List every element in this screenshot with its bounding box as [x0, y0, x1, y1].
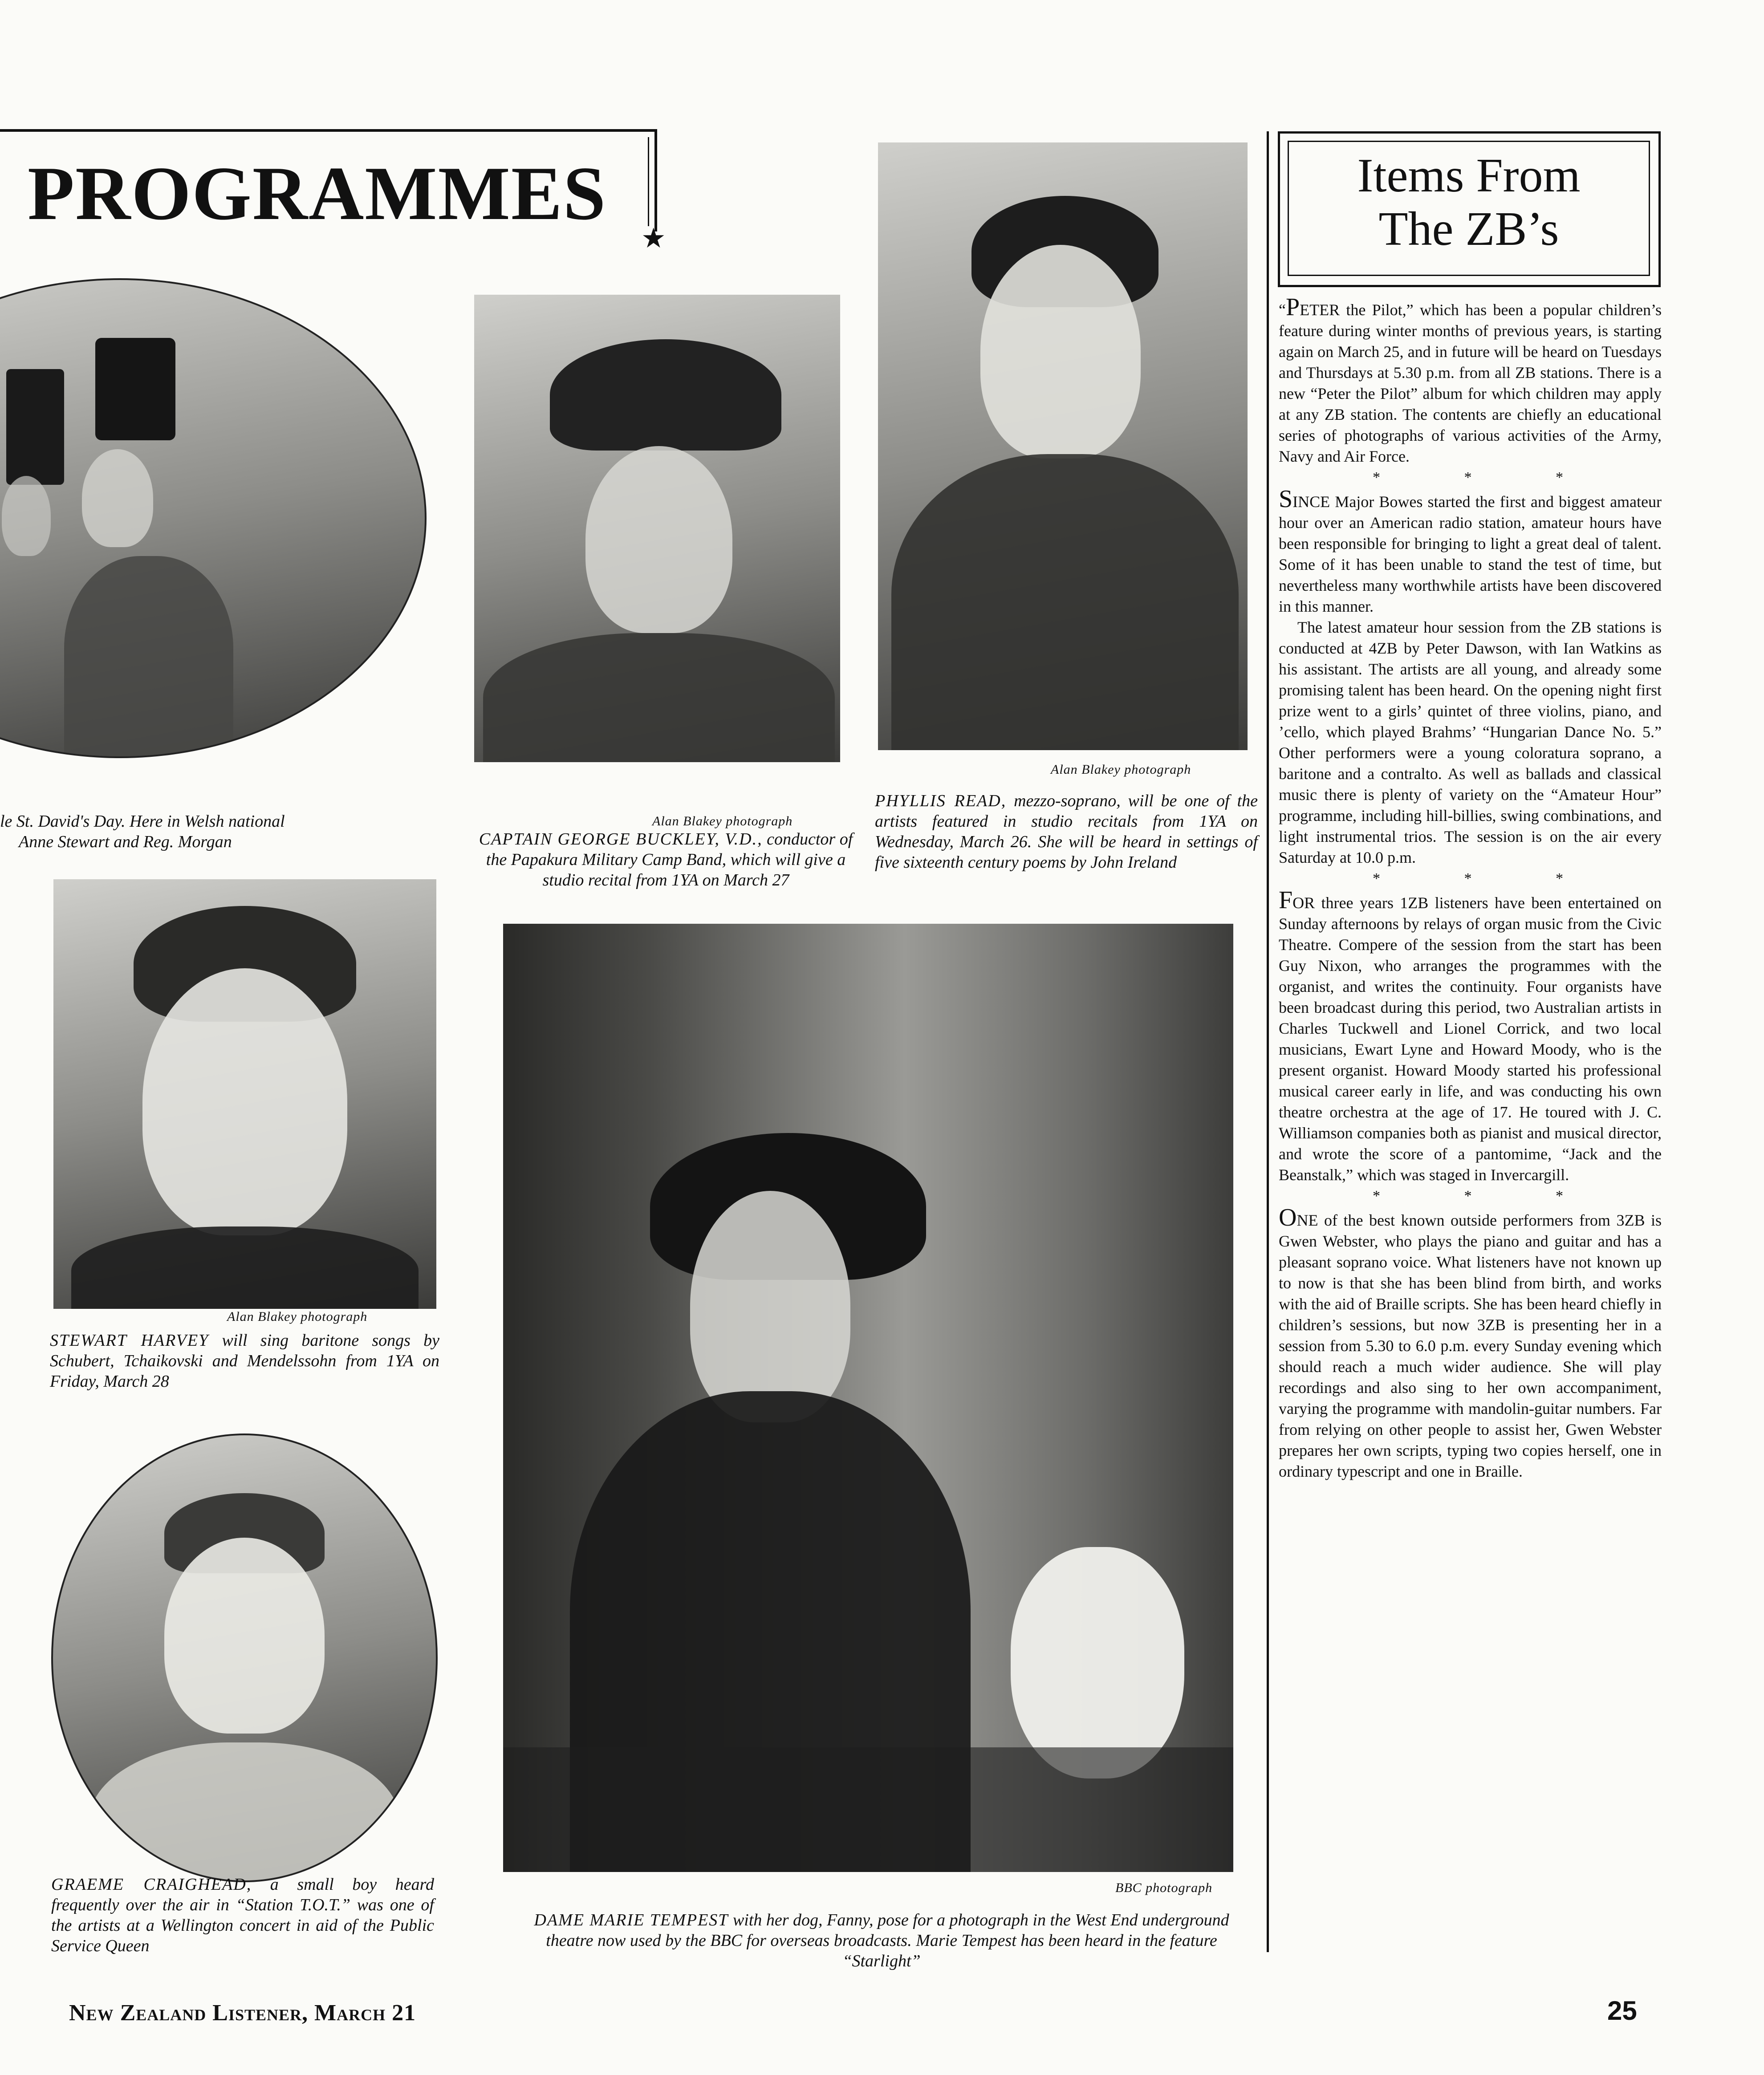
zb-para-peter	[1279, 293, 1662, 467]
header-rule-top	[0, 129, 657, 132]
header-rule-right	[654, 129, 657, 231]
header-rule-right-inner	[648, 137, 649, 226]
zb-para-organ-drop: F	[1279, 886, 1293, 914]
harvey-text: will sing baritone songs by Schubert, Tchaikovski and Mendelssohn from 1YA on Friday, March 28	[50, 1331, 439, 1391]
zb-title	[1289, 149, 1649, 256]
footer-masthead: New Zealand Listener, March 21	[69, 2000, 416, 2026]
zb-para-peter-text: ETER the Pilot,” which has been a popular children’s feature during winter months of previous years, is starting again on March 25, and in future will be heard on Tuesdays and Thursdays at 5.30 p.m. from all ZB stations. There is a new “Peter the Pilot” album for which children may apply at any ZB station. The contents are chiefly an educational series of photographs of various activities of the Army, Navy and Air Force.	[1279, 301, 1662, 465]
zb-para-bowes-drop: S	[1279, 485, 1293, 513]
craighead-caption	[51, 1874, 434, 1956]
buckley-text: conductor of the Papakura Military Camp Band, which will give a studio recital from 1YA on March 27	[486, 830, 853, 889]
tempest-photo	[503, 924, 1233, 1872]
zb-para-peter-drop: P	[1285, 293, 1300, 321]
harvey-name: STEWART HARVEY	[50, 1331, 209, 1350]
read-text: mezzo-soprano, will be one of the artists featured in studio recitals from 1YA on Wednesday, March 26. She will be heard in settings of five sixteenth century poems by John Ireland	[875, 792, 1258, 872]
craighead-name: GRAEME CRAIGHEAD,	[51, 1875, 252, 1894]
tempest-caption	[519, 1910, 1244, 1971]
read-name: PHYLLIS READ,	[875, 792, 1007, 810]
welsh-caption-line1: le St. David's Day. Here in Welsh national	[0, 812, 285, 831]
zb-para-organ	[1279, 886, 1662, 1186]
zb-separator-2: * * *	[1373, 870, 1603, 887]
harvey-credit: Alan Blakey photograph	[227, 1309, 368, 1324]
zb-para-webster-drop: O	[1279, 1204, 1297, 1231]
zb-para-peter-open: “	[1279, 301, 1286, 319]
buckley-caption	[476, 829, 856, 890]
craighead-photo	[51, 1433, 438, 1882]
read-caption	[875, 791, 1258, 873]
welsh-caption	[0, 811, 434, 852]
buckley-credit: Alan Blakey photograph	[652, 814, 793, 828]
tempest-text: with her dog, Fanny, pose for a photograph in the West End underground theatre now used by the BBC for overseas broadcasts. Marie Tempest has been heard in the feature “Starlight”	[546, 1911, 1229, 1970]
read-credit: Alan Blakey photograph	[1051, 762, 1191, 777]
harvey-caption	[50, 1330, 439, 1392]
tempest-credit: BBC photograph	[1115, 1880, 1213, 1895]
zb-para-bowes-text: INCE Major Bowes started the first and biggest amateur hour over an American radio station, amateur hours have been responsible for bringing to light a great deal of talent. Some of it has been unable to stand the test of time, but nevertheless many worthwhile artists have been discovered in this manner.	[1279, 493, 1662, 615]
tempest-name: DAME MARIE TEMPEST	[534, 1911, 729, 1929]
buckley-photo	[474, 295, 840, 762]
craighead-text: a small boy heard frequently over the air in “Station T.O.T.” was one of the artists at a Wellington concert in aid of the Public Service Queen	[51, 1875, 434, 1955]
zb-separator-3: * * *	[1373, 1188, 1603, 1204]
zb-para-amateur-text: The latest amateur hour session from the ZB stations is conducted at 4ZB by Peter Dawson, with Ian Watkins as his assistant. The artists are all young, and already some promising talent has been heard. On the opening night first prize went to a girls’ quintet of three violins, piano, and ’cello, which played Brahms’ “Hungarian Dance No. 5.” Other performers were a young coloratura soprano, a baritone and a contralto. As well as ballads and classical music there is plenty of variety on the “Amateur Hour” programme, including hill-billies, swing combinations, and light instrumental trios. The session is on the air every Saturday at 10.0 p.m.	[1279, 618, 1662, 866]
zb-para-bowes	[1279, 485, 1662, 617]
page-title: PROGRAMMES	[28, 151, 607, 236]
welsh-caption-line2: Anne Stewart and Reg. Morgan	[19, 832, 232, 851]
zb-para-webster	[1279, 1204, 1662, 1482]
zb-title-line2: The ZB’s	[1378, 203, 1559, 256]
harvey-photo	[53, 879, 436, 1309]
welsh-dancers-photo	[0, 278, 427, 758]
zb-title-line1: Items From	[1357, 149, 1581, 202]
buckley-name: CAPTAIN GEORGE BUCKLEY, V.D.,	[479, 830, 763, 849]
zb-para-webster-text: NE of the best known outside performers from 3ZB is Gwen Webster, who plays the piano and guitar and has a pleasant soprano voice. What listeners have not known up to now is that she has been blind from birth, and works with the aid of Braille scripts. She has been heard chiefly in children’s sessions, but now 3ZB is presenting her in a session from 5.30 to 6.0 p.m. every Sunday evening which should reach a much wider audience. She will play recordings and also sing to her own accompaniment, varying the programme with mandolin-guitar numbers. Far from relying on other people to assist her, Gwen Webster prepares her own scripts, typing two copies herself, one in ordinary typescript and one in Braille.	[1279, 1211, 1662, 1480]
star-ornament: ★	[641, 223, 666, 254]
page-number: 25	[1607, 1996, 1637, 2026]
read-photo	[878, 142, 1248, 750]
zb-article	[1279, 293, 1662, 1482]
column-divider	[1267, 131, 1269, 1952]
zb-separator-1: * * *	[1373, 469, 1603, 486]
zb-para-amateur	[1279, 617, 1662, 868]
zb-para-organ-text: OR three years 1ZB listeners have been entertained on Sunday afternoons by relays of organ music from the Civic Theatre. Compere of the session from the start has been Guy Nixon, who arranges the programmes with the organist, and writes the continuity. Four organists have been broadcast during this period, two Australian artists in Charles Tuckwell and Lionel Corrick, and two local musicians, Ewart Lyne and Howard Moody, who is the present organist. Howard Moody started his professional musical career early in life, and was conducting his own theatre orchestra at the age of 17. He toured with J. C. Williamson companies both as pianist and musical director, and wrote the score of a pantomime, “Jack and the Beanstalk,” which was staged in Invercargill.	[1279, 894, 1662, 1184]
